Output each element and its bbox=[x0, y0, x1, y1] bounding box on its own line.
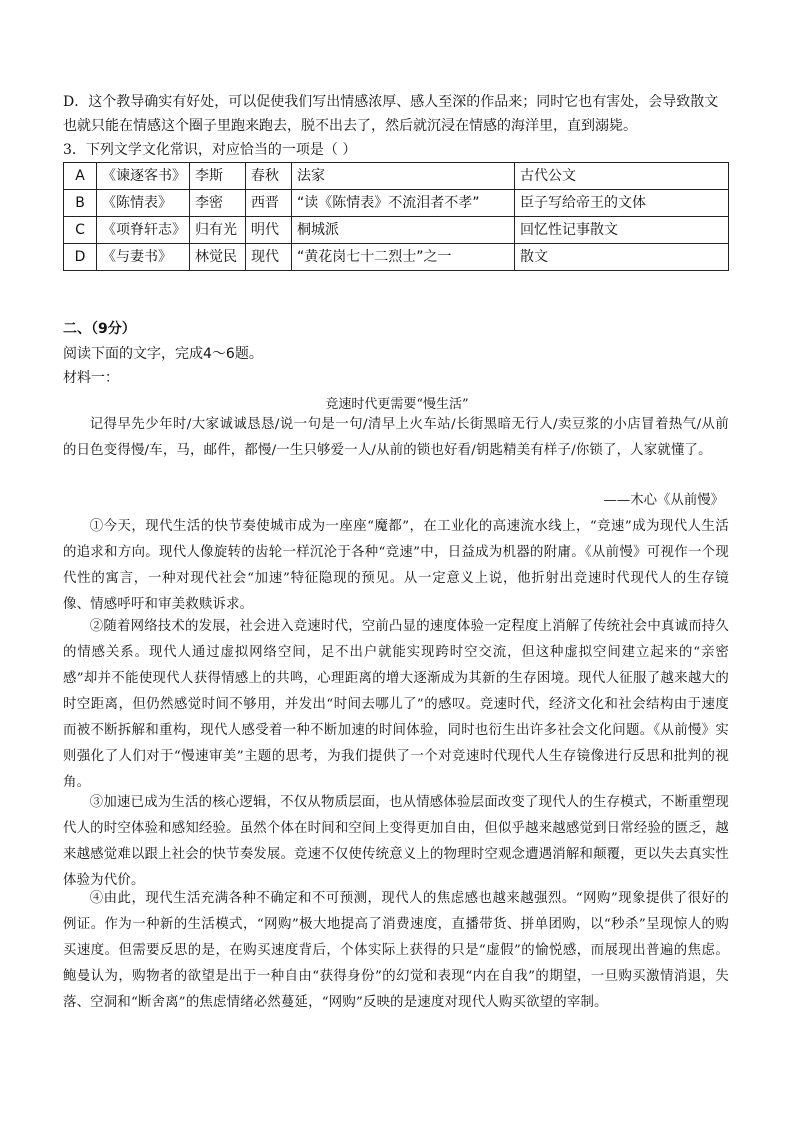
option-d-line-1: D．这个教导确实有好处，可以促使我们写出情感浓厚、感人至深的作品来；同时它也有害处，会导致散文 bbox=[63, 94, 719, 110]
question-3-stem: 3．下列文学文化常识，对应恰当的一项是（ ） bbox=[63, 142, 357, 158]
genre: 回忆性记事散文 bbox=[515, 217, 729, 244]
work-title: 《陈情表》 bbox=[97, 190, 190, 217]
option-letter: D bbox=[64, 244, 97, 271]
material-label: 材料一： bbox=[63, 370, 119, 386]
table-row bbox=[64, 163, 729, 190]
era: 春秋 bbox=[246, 163, 292, 190]
question-3-options-table bbox=[63, 162, 729, 271]
paragraph-2: ②随着网络技术的发展，社会进入竞速时代，空前凸显的速度体验一定程度上消解了传统社会中真诚而持久的情感关系。现代人通过虚拟网络空间，足不出户就能实现跨时空交流，但这种虚拟空间建立起来的“亲密感”却并不能使现代人获得情感上的共鸣，心理距离的增大逐渐成为其新的生存困境。现代人征服了越来越大的时空距离，但仍然感觉时间不够用，并发出“时间去哪儿了”的感叹。竞速时代，经济文化和社会结构由于速度而被不断拆解和重构，现代人感受着一种不断加速的时间体验，同时也衍生出许多社会文化问题。《从前慢》实则强化了人们对于“慢速审美”主题的思考，为我们提供了一个对竞速时代现代人生存镜像进行反思和批判的视角。 bbox=[63, 619, 729, 790]
note: 法家 bbox=[292, 163, 515, 190]
option-d-line-2: 也就只能在情感这个圈子里跑来跑去，脱不出去了，然后就沉浸在情感的海洋里，直到溺毙。 bbox=[63, 118, 637, 134]
era: 西晋 bbox=[246, 190, 292, 217]
author: 林觉民 bbox=[190, 244, 246, 271]
era: 现代 bbox=[246, 244, 292, 271]
table-row bbox=[64, 217, 729, 244]
option-letter: B bbox=[64, 190, 97, 217]
author: 李密 bbox=[190, 190, 246, 217]
reading-instruction: 阅读下面的文字，完成4～6题。 bbox=[63, 346, 263, 362]
note: “黄花岗七十二烈士”之一 bbox=[292, 244, 515, 271]
poem-source: ——木心《从前慢》 bbox=[603, 493, 724, 508]
work-title: 《项脊轩志》 bbox=[97, 217, 190, 244]
genre: 散文 bbox=[515, 244, 729, 271]
poem-quote: 记得早先少年时/大家诚诚恳恳/说一句是一句/清早上火车站/长街黑暗无行人/卖豆浆的小店冒着热气/从前的日色变得慢/车，马，邮件，都慢/一生只够爱一人/从前的锁也好看/钥匙精美有样子/你锁了，人家就懂了。 bbox=[63, 417, 729, 458]
table-row bbox=[64, 190, 729, 217]
author: 李斯 bbox=[190, 163, 246, 190]
author: 归有光 bbox=[190, 217, 246, 244]
paragraph-1: ①今天，现代生活的快节奏使城市成为一座座“魔都”，在工业化的高速流水线上，“竞速”成为现代人生活的追求和方向。现代人像旋转的齿轮一样沉沦于各种“竞速”中，日益成为机器的附庸。《从前慢》可视作一个现代性的寓言，一种对现代社会“加速”特征隐现的预见。从一定意义上说，他折射出竞速时代现代人的生存镜像、情感呼吁和审美救赎诉求。 bbox=[63, 519, 729, 612]
note: 桐城派 bbox=[292, 217, 515, 244]
section-heading: 二、（9分） bbox=[63, 321, 136, 337]
era: 明代 bbox=[246, 217, 292, 244]
table-row bbox=[64, 244, 729, 271]
paragraph-4: ④由此，现代生活充满各种不确定和不可预测，现代人的焦虑感也越来越强烈。“网购”现象提供了很好的例证。作为一种新的生活模式，“网购”极大地提高了消费速度，直播带货、拼单团购，以“秒杀”呈现惊人的购买速度。但需要反思的是，在购买速度背后，个体实际上获得的只是“虚假”的愉悦感，而展现出普遍的焦虑。鲍曼认为，购物者的欲望是出于一种自由“获得身份”的幻觉和表现“内在自我”的期望，一旦购买激情消退，失落、空洞和“断舍离”的焦虑情绪必然蔓延，“网购”反映的是速度对现代人购买欲望的宰制。 bbox=[63, 891, 729, 1010]
work-title: 《谏逐客书》 bbox=[97, 163, 190, 190]
option-letter: C bbox=[64, 217, 97, 244]
option-letter: A bbox=[64, 163, 97, 190]
article-title: 竞速时代更需要“慢生活” bbox=[325, 397, 469, 412]
genre: 古代公文 bbox=[515, 163, 729, 190]
work-title: 《与妻书》 bbox=[97, 244, 190, 271]
paragraph-3: ③加速已成为生活的核心逻辑，不仅从物质层面，也从情感体验层面改变了现代人的生存模式，不断重塑现代人的时空体验和感知经验。虽然个体在时间和空间上变得更加自由，但似乎越来越感觉到日常经验的匮乏，越来越感觉难以跟上社会的快节奏发展。竞速不仅使传统意义上的物理时空观念遭遇消解和颠覆，更以失去真实性体验为代价。 bbox=[63, 795, 729, 888]
genre: 臣子写给帝王的文体 bbox=[515, 190, 729, 217]
note: “读《陈情表》不流泪者不孝” bbox=[292, 190, 515, 217]
